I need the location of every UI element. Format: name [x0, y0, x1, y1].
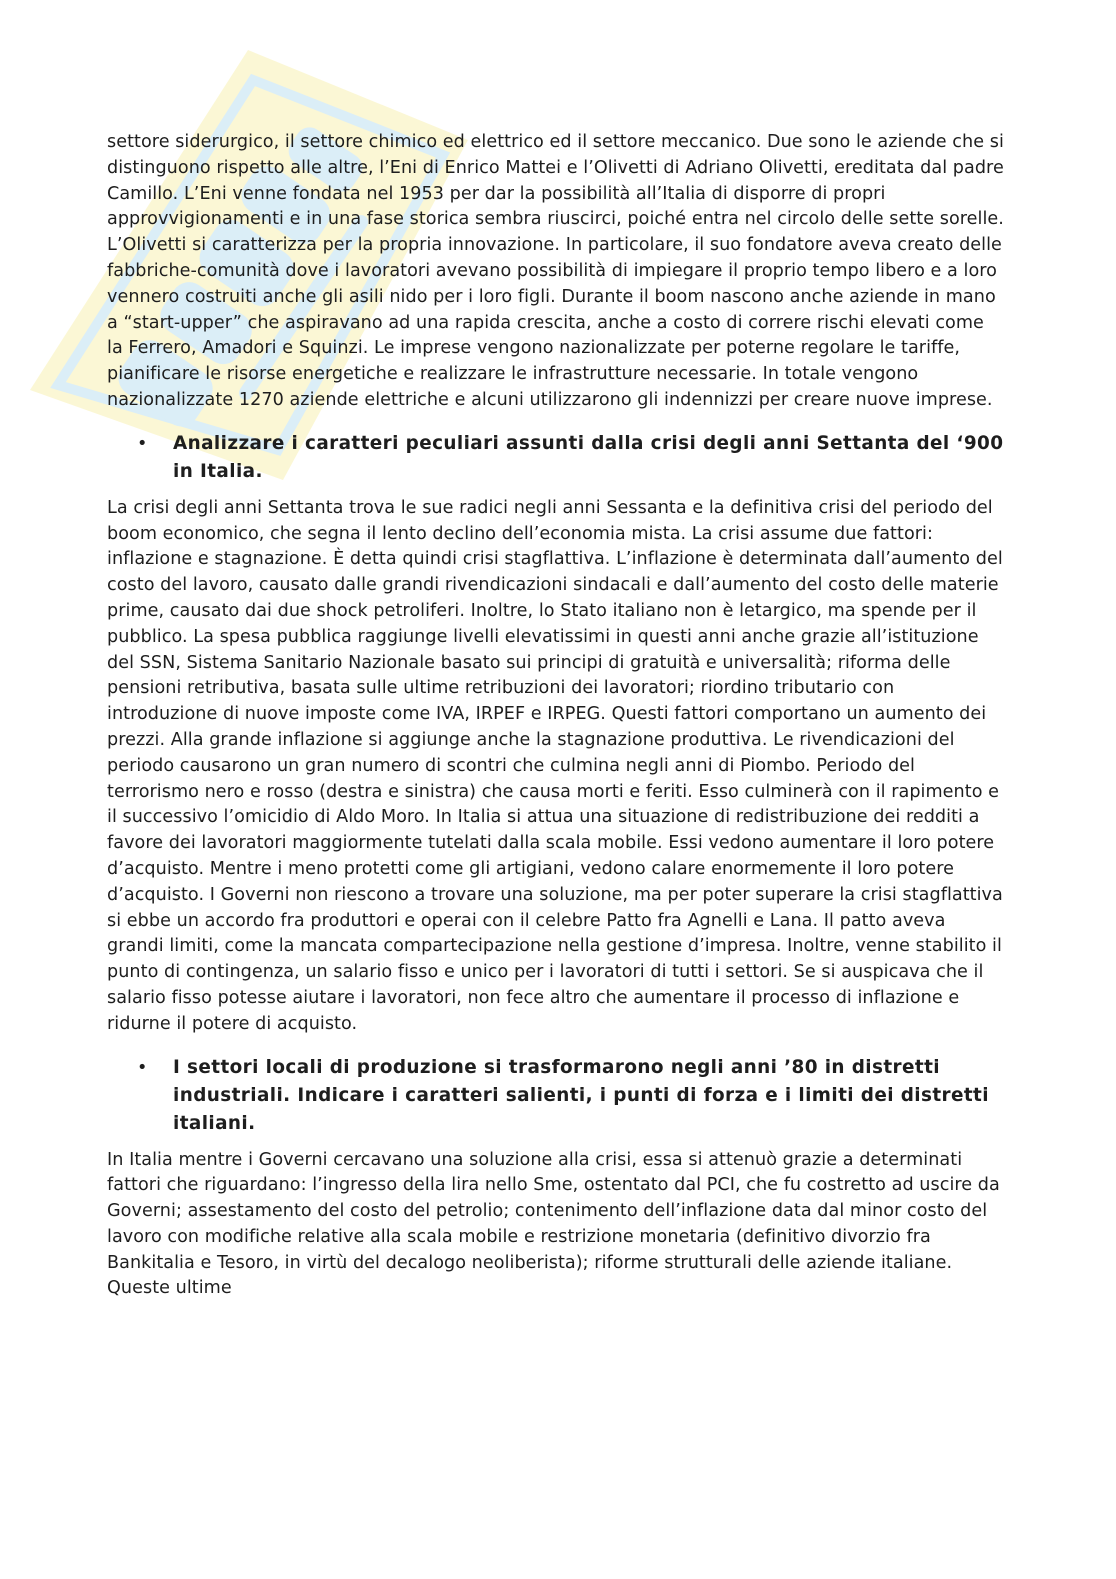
document-page: [107, 130, 1005, 1302]
paragraph-intro: settore siderurgico, il settore chimico ed elettrico ed il settore meccanico. Due sono le aziende che si distinguono rispetto alle altre, l’Eni di Enrico Mattei e l’Olivetti di Adriano Olivetti, ereditata dal padre Camillo. L’Eni venne fondata nel 1953 per dar la possibilità all’Italia di disporre di propri approvvigionamenti e in una fase storica sembra riuscirci, poiché entra nel circolo delle sette sorelle. L’Olivetti si caratterizza per la propria innovazione. In particolare, il suo fondatore aveva creato delle fabbriche-comunità dove i lavoratori avevano possibilità di impiegare il proprio tempo libero e a loro vennero costruiti anche gli asili nido per i loro figli. Durante il boom nascono anche aziende in mano a “start-upper” che aspiravano ad una rapida crescita, anche a costo di correre rischi elevati come la Ferrero, Amadori e Squinzi. Le imprese vengono nazionalizzate per poterne regolare le tariffe, pianificare le risorse energetiche e realizzare le infrastrutture necessarie. In totale vengono nazionalizzate 1270 aziende elettriche e alcuni utilizzarono gli indennizzi per creare nuove imprese.: [107, 132, 1004, 410]
question-2-text: I settori locali di produzione si trasformarono negli anni ’80 in distretti industriali. Indicare i caratteri salienti, i punti di forza e i limiti dei distretti italiani.: [173, 1056, 989, 1134]
paragraph-answer-2: In Italia mentre i Governi cercavano una soluzione alla crisi, essa si attenuò grazie a determinati fattori che riguardano: l’ingresso della lira nello Sme, ostentato dal PCI, che fu costretto ad uscire da Governi; assestamento del costo del petrolio; contenimento dell’inflazione data dal minor costo del lavoro con modifiche relative alla scala mobile e restrizione monetaria (definitivo divorzio fra Bankitalia e Tesoro, in virtù del decalogo neoliberista); riforme strutturali delle aziende italiane. Queste ultime: [107, 1149, 1000, 1299]
bullet-icon: •: [137, 433, 148, 454]
question-1-text: Analizzare i caratteri peculiari assunti dalla crisi degli anni Settanta del ‘900 in Italia.: [173, 432, 1004, 482]
bullet-icon: •: [137, 1057, 148, 1078]
paragraph-answer-1: La crisi degli anni Settanta trova le sue radici negli anni Sessanta e la definitiva crisi del periodo del boom economico, che segna il lento declino dell’economia mista. La crisi assume due fattori: inflazione e stagnazione. È detta quindi crisi stagflattiva. L’inflazione è determinata dall’aumento del costo del lavoro, causato dalle grandi rivendicazioni sindacali e dall’aumento del costo delle materie prime, causato dai due shock petroliferi. Inoltre, lo Stato italiano non è letargico, ma spende per il pubblico. La spesa pubblica raggiunge livelli elevatissimi in questi anni anche grazie all’istituzione del SSN, Sistema Sanitario Nazionale basato sui principi di gratuità e universalità; riforma delle pensioni retributiva, basata sulle ultime retribuzioni dei lavoratori; riordino tributario con introduzione di nuove imposte come IVA, IRPEF e IRPEG. Questi fattori comportano un aumento dei prezzi. Alla grande inflazione si aggiunge anche la stagnazione produttiva. Le rivendicazioni del periodo causarono un gran numero di scontri che culmina negli anni di Piombo. Periodo del terrorismo nero e rosso (destra e sinistra) che causa morti e feriti. Esso culminerà con il rapimento e il successivo l’omicidio di Aldo Moro. In Italia si attua una situazione di redistribuzione dei redditi a favore dei lavoratori maggiormente tutelati dalla scala mobile. Essi vedono aumentare il loro potere d’acquisto. Mentre i meno protetti come gli artigiani, vedono calare enormemente il loro potere d’acquisto. I Governi non riescono a trovare una soluzione, ma per poter superare la crisi stagflattiva si ebbe un accordo fra produttori e operai con il celebre Patto fra Agnelli e Lana. Il patto aveva grandi limiti, come la mancata compartecipazione nella gestione d’impresa. Inoltre, venne stabilito il punto di contingenza, un salario fisso e unico per i lavoratori di tutti i settori. Se si auspicava che il salario fisso potesse aiutare i lavoratori, non fece altro che aumentare il processo di inflazione e ridurne il potere di acquisto.: [107, 497, 1003, 1034]
question-1: [107, 430, 1005, 486]
question-2: [107, 1054, 1005, 1138]
